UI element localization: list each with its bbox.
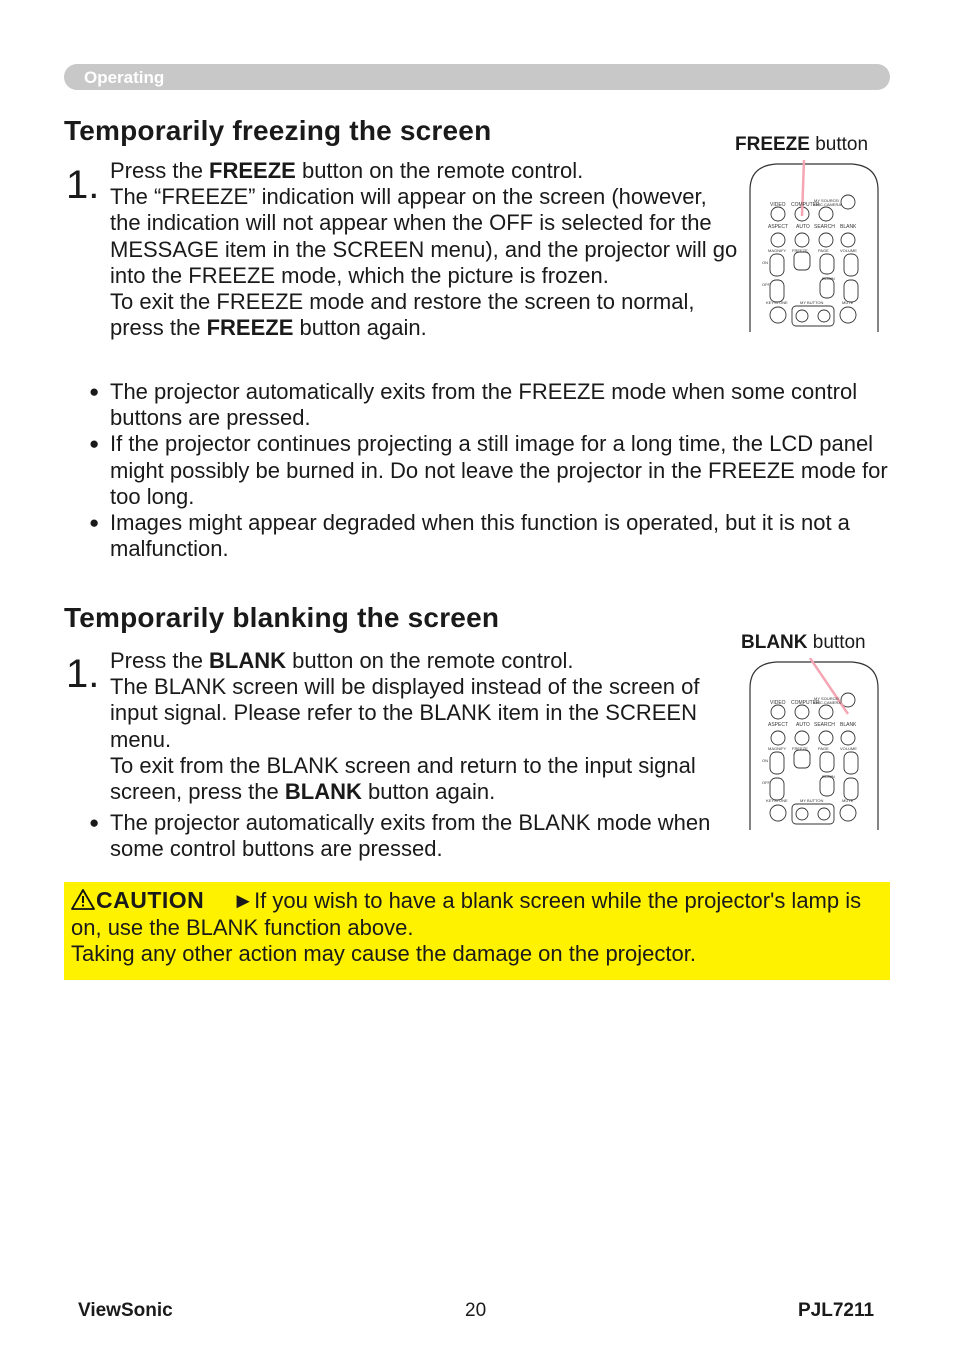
remote2-label-source1: MY SOURCE/ [814, 696, 840, 701]
freeze-note-2: ● If the projector continues projecting a still image for a long time, the LCD panel might possibly be burned in. Do not leave the projector in the FREEZE mode for too long. [64, 431, 890, 510]
remote2-label-source2: DOC.CAMERA [814, 700, 842, 705]
remote2-label-aspect: ASPECT [768, 722, 789, 728]
remote2-label-page: PAGE [818, 746, 829, 751]
caution-message-1: If you wish to have a blank screen while the projector's lamp is on, use the BLANK function above. [71, 888, 862, 940]
remote2-label-blank: BLANK [840, 722, 857, 728]
blank-step-number: 1. [66, 652, 100, 696]
blank-button-caption [741, 632, 866, 654]
remote-label-computer: COMPUTER [791, 202, 820, 208]
freeze-line1-pre: Press the [110, 158, 210, 183]
remote2-label-down: DOWN [822, 774, 835, 779]
caution-arrow-icon: ► [232, 888, 255, 913]
blank-step-line1 [110, 648, 732, 674]
remote-label-mybutton: MY BUTTON [800, 300, 824, 305]
freeze-note-1: ● The projector automatically exits from the FREEZE mode when some control buttons are pressed. [64, 379, 890, 431]
freeze-paragraph1: The “FREEZE” indication will appear on the screen (however, the indication will not appear when the OFF is selected for the MESSAGE item in the SCREEN menu), and the projector will go into the FREEZE mode, which the picture is frozen. [110, 184, 738, 288]
freeze-caption-bold: FREEZE [735, 134, 810, 155]
blank-line1-bold: BLANK [209, 648, 287, 673]
freeze-p2-bold: FREEZE [206, 315, 294, 341]
remote-label-magnify: MAGNIFY [768, 248, 787, 253]
remote-label-keystone: KEYSTONE [766, 300, 788, 305]
caution-line2: Taking any other action may cause the damage on the projector. [71, 941, 696, 966]
remote2-label-search: SEARCH [814, 722, 835, 728]
freeze-p2-post: button again. [293, 315, 427, 341]
remote2-label-volume: VOLUME [840, 746, 857, 751]
remote-label-source1: MY SOURCE/ [814, 198, 840, 203]
caution-text [71, 887, 883, 968]
caution-label: CAUTION [96, 887, 205, 913]
remote-label-freeze: FREEZE [792, 248, 808, 253]
remote-label-on: ON [762, 260, 768, 265]
freeze-step-text [110, 158, 738, 341]
freeze-line1-post: button on the remote control. [295, 158, 584, 183]
freeze-caption-word: button [809, 134, 869, 155]
footer-brand: ViewSonic [78, 1300, 173, 1321]
blank-p2-pre: To exit from the BLANK screen and return to the input signal screen, press the [110, 752, 696, 805]
remote-label-video: VIDEO [770, 202, 786, 208]
remote-label-volume: VOLUME [840, 248, 857, 253]
remote-control-illustration-blank [748, 658, 880, 830]
remote2-label-on: ON [762, 758, 768, 763]
freeze-paragraph2 [110, 289, 738, 341]
remote2-label-computer: COMPUTER [791, 700, 820, 706]
freeze-step-number: 1. [66, 163, 100, 207]
freeze-button-caption [735, 134, 868, 156]
remote-control-illustration-freeze [748, 160, 880, 332]
freeze-notes-list [64, 379, 890, 562]
blank-step-text [110, 648, 732, 805]
blank-paragraph2 [110, 753, 732, 805]
blank-line1-post: button on the remote control. [286, 648, 574, 673]
remote2-label-video: VIDEO [770, 700, 786, 706]
header-bar [64, 64, 890, 90]
remote-label-off: OFF [762, 282, 770, 287]
remote2-label-auto: AUTO [796, 722, 810, 728]
blank-paragraph1: The BLANK screen will be displayed instead of the screen of input signal. Please refer to the BLANK item in the SCREEN menu. [110, 674, 700, 752]
freeze-step-line1 [110, 158, 738, 184]
remote-label-down: DOWN [822, 276, 835, 281]
remote-label-aspect: ASPECT [768, 224, 789, 230]
footer-page-number: 20 [465, 1300, 487, 1321]
remote-label-blank: BLANK [840, 224, 857, 230]
remote2-label-keystone: KEYSTONE [766, 798, 788, 803]
blank-section-title: Temporarily blanking the screen [64, 602, 500, 633]
remote-label-page: PAGE [818, 248, 829, 253]
remote2-label-off: OFF [762, 780, 770, 785]
blank-p2-bold: BLANK [284, 779, 362, 805]
footer-model: PJL7211 [798, 1300, 875, 1321]
freeze-note-3: ● Images might appear degraded when this function is operated, but it is not a malfunction. [64, 510, 890, 562]
blank-note-1: ● The projector automatically exits from the BLANK mode when some control buttons are pressed. [64, 810, 744, 862]
remote2-label-magnify: MAGNIFY [768, 746, 787, 751]
section-label: Operating [84, 68, 165, 87]
remote2-label-mybutton: MY BUTTON [800, 798, 824, 803]
freeze-line1-bold: FREEZE [209, 158, 296, 183]
warning-triangle-icon [71, 889, 95, 910]
freeze-section-title: Temporarily freezing the screen [64, 115, 492, 146]
caution-box [64, 882, 890, 980]
blank-caption-word: button [807, 632, 866, 653]
blank-p2-post: button again. [361, 779, 496, 805]
remote2-label-freeze: FREEZE [792, 746, 808, 751]
caution-line1 [71, 887, 883, 941]
blank-line1-pre: Press the [110, 648, 210, 673]
remote-label-source2: DOC.CAMERA [814, 202, 842, 207]
remote-label-auto: AUTO [796, 224, 810, 230]
remote-label-search: SEARCH [814, 224, 835, 230]
remote2-label-mute: MUTE [842, 798, 854, 803]
freeze-p2-pre: To exit the FREEZE mode and restore the screen to normal, press the [110, 289, 695, 341]
remote-label-mute: MUTE [842, 300, 854, 305]
blank-caption-bold: BLANK [741, 632, 808, 653]
blank-notes-list [64, 810, 744, 862]
